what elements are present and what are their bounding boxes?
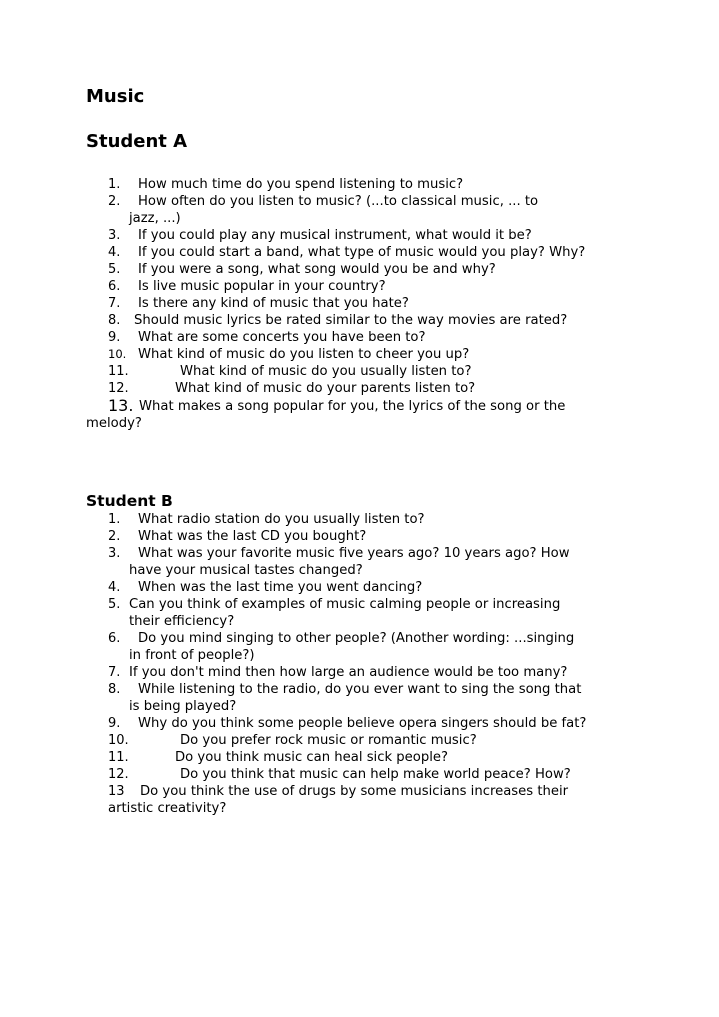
question-text: Do you think that music can help make world peace? How? xyxy=(180,767,571,782)
question-text-continued: in front of people?) xyxy=(129,648,255,663)
question-number: 4. xyxy=(108,580,121,595)
question-text: If you don't mind then how large an audience would be too many? xyxy=(129,665,568,680)
question-text: Do you prefer rock music or romantic music? xyxy=(180,733,477,748)
question-text: What kind of music do your parents listen to? xyxy=(175,381,476,396)
question-number: 10. xyxy=(108,733,129,748)
question-text-continued: their efficiency? xyxy=(129,614,235,629)
question-number: 2. xyxy=(108,529,121,544)
question-text: How often do you listen to music? (...to classical music, ... to xyxy=(138,194,539,209)
question-number: 6. xyxy=(108,631,121,646)
question-text: If you could start a band, what type of music would you play? Why? xyxy=(138,245,586,260)
question-number: 10. xyxy=(108,347,127,361)
question-number: 5. xyxy=(108,262,121,277)
question-text: When was the last time you went dancing? xyxy=(138,580,423,595)
question-text-continued: melody? xyxy=(86,416,142,431)
question-text: Why do you think some people believe opera singers should be fat? xyxy=(138,716,587,731)
question-number: 13 xyxy=(108,784,125,799)
question-number: 1. xyxy=(108,512,121,527)
question-number: 13. xyxy=(108,396,134,415)
question-number: 7. xyxy=(108,665,121,680)
question-text: Is there any kind of music that you hate? xyxy=(138,296,409,311)
question-number: 8. xyxy=(108,313,121,328)
question-text: While listening to the radio, do you ever want to sing the song that xyxy=(138,682,582,697)
question-text: If you were a song, what song would you be and why? xyxy=(138,262,496,277)
question-text: Do you think the use of drugs by some musicians increases their xyxy=(140,784,569,799)
question-text: Do you mind singing to other people? (Another wording: ...singing xyxy=(138,631,575,646)
question-number: 6. xyxy=(108,279,121,294)
question-number: 3. xyxy=(108,228,121,243)
question-number: 8. xyxy=(108,682,121,697)
question-number: 3. xyxy=(108,546,121,561)
question-text: How much time do you spend listening to music? xyxy=(138,177,464,192)
question-text: What radio station do you usually listen to? xyxy=(138,512,425,527)
question-number: 2. xyxy=(108,194,121,209)
question-text-continued: jazz, ...) xyxy=(129,211,181,226)
question-text-continued: have your musical tastes changed? xyxy=(129,563,363,578)
question-text: Is live music popular in your country? xyxy=(138,279,386,294)
question-text: What was the last CD you bought? xyxy=(138,529,367,544)
question-text-continued: is being played? xyxy=(129,699,237,714)
question-text: What makes a song popular for you, the lyrics of the song or the xyxy=(139,399,566,414)
question-text: What was your favorite music five years ago? 10 years ago? How xyxy=(138,546,570,561)
question-text: Can you think of examples of music calming people or increasing xyxy=(129,597,561,612)
question-number: 12. xyxy=(108,767,129,782)
question-number: 1. xyxy=(108,177,121,192)
student-b-heading: Student B xyxy=(86,492,173,510)
question-number: 11. xyxy=(108,750,129,765)
question-text: What are some concerts you have been to? xyxy=(138,330,426,345)
student-a-heading: Student A xyxy=(86,131,188,152)
question-number: 9. xyxy=(108,330,121,345)
question-text: Should music lyrics be rated similar to the way movies are rated? xyxy=(134,313,568,328)
question-text: What kind of music do you listen to cheer you up? xyxy=(138,347,470,362)
question-text: What kind of music do you usually listen to? xyxy=(180,364,472,379)
question-number: 5. xyxy=(108,597,121,612)
page-title: Music xyxy=(86,86,145,107)
question-number: 4. xyxy=(108,245,121,260)
question-text: If you could play any musical instrument, what would it be? xyxy=(138,228,532,243)
question-text: Do you think music can heal sick people? xyxy=(175,750,449,765)
question-number: 11. xyxy=(108,364,129,379)
question-number: 12. xyxy=(108,381,129,396)
question-number: 7. xyxy=(108,296,121,311)
question-number: 9. xyxy=(108,716,121,731)
question-text-continued: artistic creativity? xyxy=(108,801,227,816)
